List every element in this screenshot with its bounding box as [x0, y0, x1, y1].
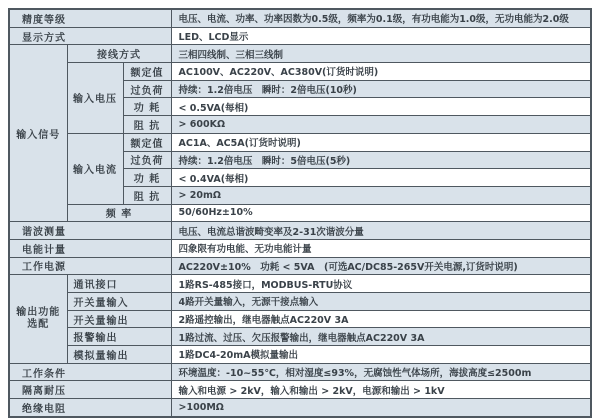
isolation-label: 隔离耐压	[9, 381, 171, 399]
voltage-impedance-label: 阻 抗	[123, 116, 171, 134]
alarm-out-value: 1路过流、过压、欠压报警输出，继电器触点AC220V 3A	[171, 328, 591, 346]
row-analog-out	[9, 346, 591, 364]
harmonic-value: 电压、电流总谐波畸变率及2-31次谐波分量	[171, 222, 591, 240]
insulation-value: >100MΩ	[171, 399, 591, 417]
row-isolation	[9, 381, 591, 399]
current-rated-label: 额定值	[123, 133, 171, 151]
voltage-consumption-value: < 0.5VA(每相)	[171, 98, 591, 116]
frequency-label: 频 率	[67, 204, 171, 222]
comm-label: 通讯接口	[67, 275, 171, 293]
current-overload-label: 过负荷	[123, 151, 171, 169]
row-comm	[9, 275, 591, 293]
comm-value: 1路RS-485接口，MODBUS-RTU协议	[171, 275, 591, 293]
current-impedance-label: 阻 抗	[123, 186, 171, 204]
row-current-rated	[9, 133, 591, 151]
work-conditions-label: 工作条件	[9, 363, 171, 381]
row-frequency	[9, 204, 591, 222]
spec-table	[8, 8, 592, 418]
row-insulation	[9, 399, 591, 417]
row-harmonic	[9, 222, 591, 240]
row-wiring	[9, 45, 591, 63]
display-label: 显示方式	[9, 27, 171, 45]
row-accuracy	[9, 9, 591, 27]
energy-value: 四象限有功电能、无功电能计量	[171, 239, 591, 257]
energy-label: 电能计量	[9, 239, 171, 257]
voltage-overload-value: 持续：1.2倍电压 瞬时：2倍电压(10秒)	[171, 80, 591, 98]
insulation-label: 绝缘电阻	[9, 399, 171, 417]
wiring-value: 三相四线制、三相三线制	[171, 45, 591, 63]
accuracy-label: 精度等级	[9, 9, 171, 27]
output-options-label-line2: 选配	[27, 319, 50, 331]
accuracy-value: 电压、电流、功率、功率因数为0.5级，频率为0.1级，有功电能为1.0级，无功电能为2.0级	[171, 9, 591, 27]
power-supply-value: AC220V±10% 功耗 < 5VA (可选AC/DC85-265V开关电源,订货时说明)	[171, 257, 591, 275]
current-consumption-value: < 0.4VA(每相)	[171, 169, 591, 187]
work-conditions-value: 环境温度：-10~55℃，相对湿度≤93%，无腐蚀性气体场所，海拔高度≤2500m	[171, 363, 591, 381]
voltage-consumption-label: 功 耗	[123, 98, 171, 116]
row-voltage-rated	[9, 63, 591, 81]
row-energy	[9, 239, 591, 257]
analog-out-label: 模拟量输出	[67, 346, 171, 364]
digital-out-value: 2路遥控输出，继电器触点AC220V 3A	[171, 310, 591, 328]
digital-in-value: 4路开关量输入，无源干接点输入	[171, 293, 591, 311]
voltage-rated-label: 额定值	[123, 63, 171, 81]
current-impedance-value: > 20mΩ	[171, 186, 591, 204]
row-work-conditions	[9, 363, 591, 381]
row-alarm-out	[9, 328, 591, 346]
harmonic-label: 谐波测量	[9, 222, 171, 240]
input-signal-label: 输入信号	[9, 45, 67, 222]
alarm-out-label: 报警输出	[67, 328, 171, 346]
row-digital-in	[9, 293, 591, 311]
row-digital-out	[9, 310, 591, 328]
voltage-overload-label: 过负荷	[123, 80, 171, 98]
current-rated-value: AC1A、AC5A(订货时说明)	[171, 133, 591, 151]
digital-out-label: 开关量输出	[67, 310, 171, 328]
voltage-impedance-value: > 600KΩ	[171, 116, 591, 134]
analog-out-value: 1路DC4-20mA模拟量输出	[171, 346, 591, 364]
display-value: LED、LCD显示	[171, 27, 591, 45]
power-supply-label: 工作电源	[9, 257, 171, 275]
wiring-label: 接线方式	[67, 45, 171, 63]
digital-in-label: 开关量输入	[67, 293, 171, 311]
row-display	[9, 27, 591, 45]
row-power-supply	[9, 257, 591, 275]
frequency-value: 50/60Hz±10%	[171, 204, 591, 222]
isolation-value: 输入和电源 > 2kV，输入和输出 > 2kV，电源和输出 > 1kV	[171, 381, 591, 399]
voltage-rated-value: AC100V、AC220V、AC380V(订货时说明)	[171, 63, 591, 81]
input-current-label: 输入电流	[67, 133, 123, 204]
input-voltage-label: 输入电压	[67, 63, 123, 134]
output-options-label-line1: 输出功能	[16, 307, 61, 319]
current-consumption-label: 功 耗	[123, 169, 171, 187]
current-overload-value: 持续：1.2倍电压 瞬时：5倍电压(5秒)	[171, 151, 591, 169]
output-options-label	[9, 275, 67, 363]
